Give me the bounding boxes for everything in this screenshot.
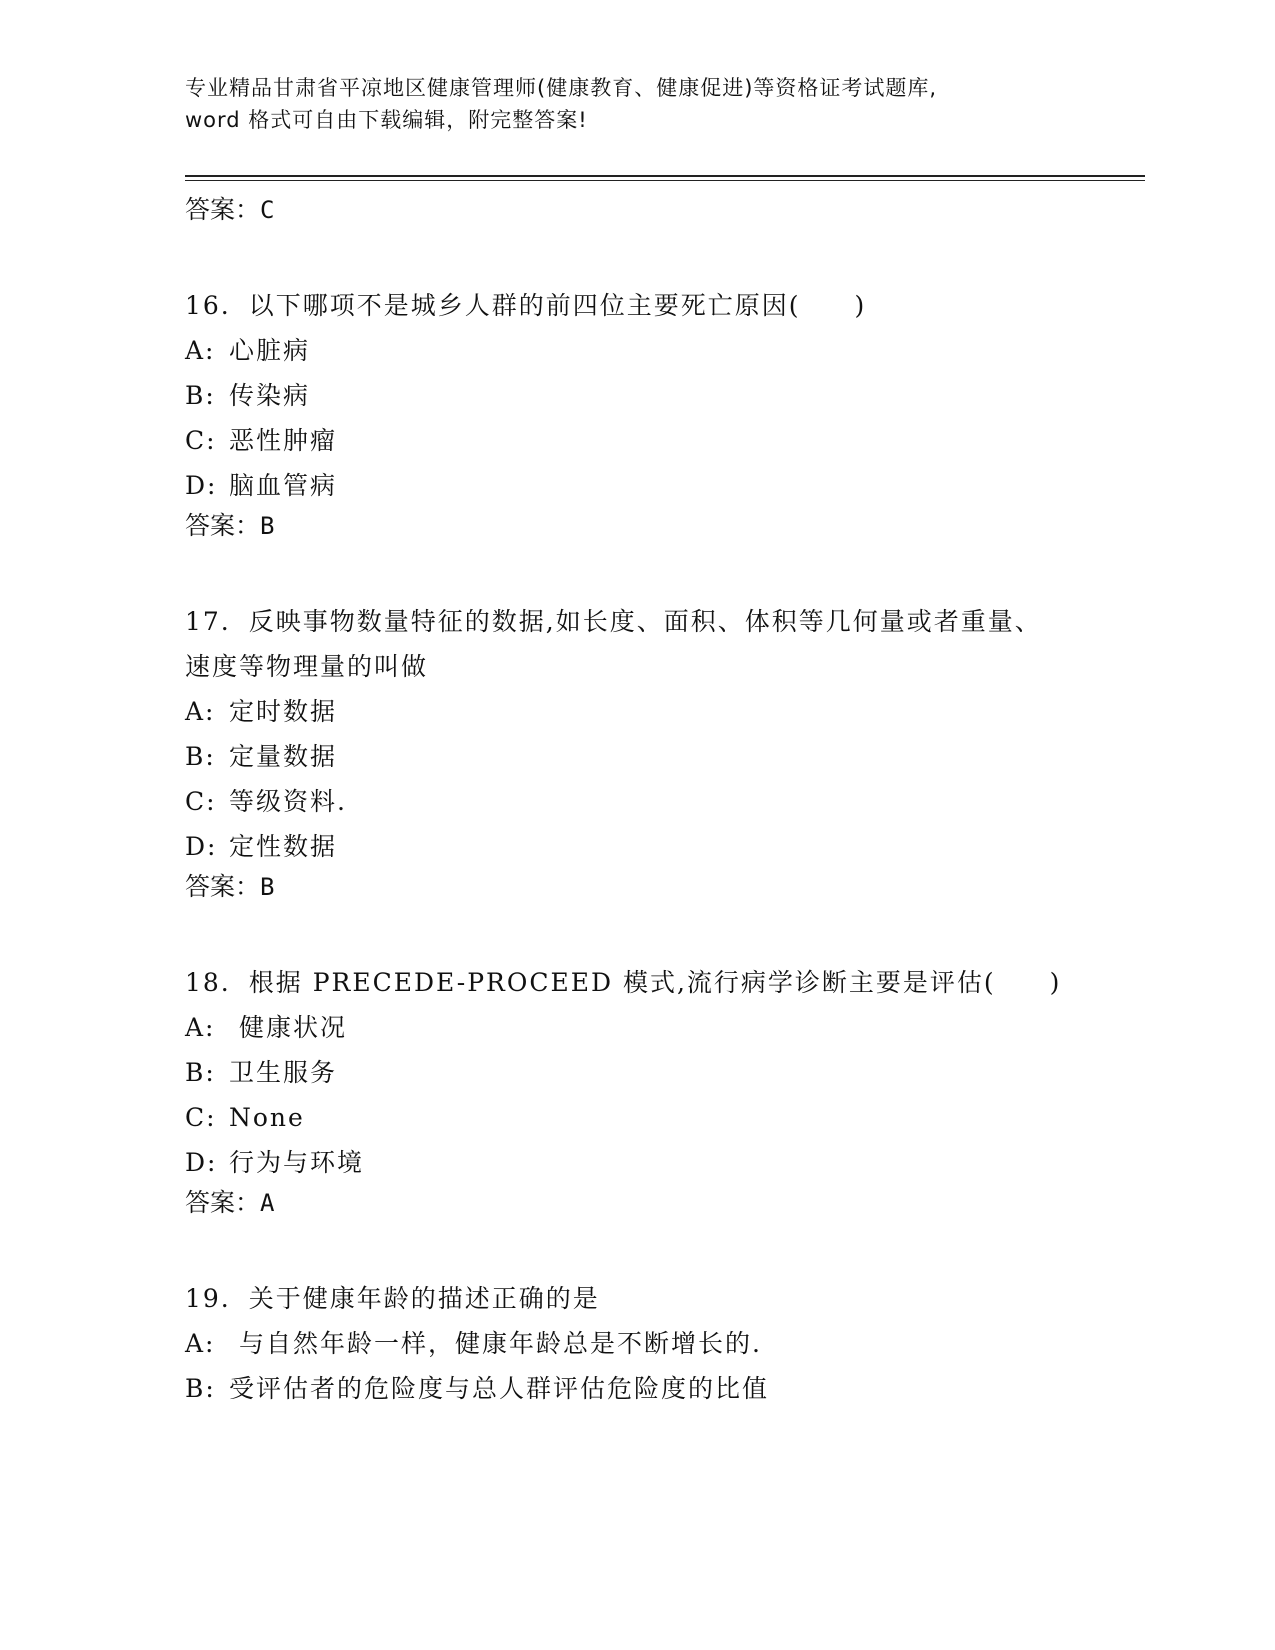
option-letter: C: — [185, 426, 217, 455]
question-text: 根据 PRECEDE-PROCEED 模式,流行病学诊断主要是评估( ) — [248, 968, 1062, 997]
answer-label: 答案： — [185, 511, 261, 540]
option-text: 心脏病 — [229, 336, 311, 365]
option-letter: C: — [185, 787, 217, 816]
question-number: 18. — [185, 968, 231, 997]
option-d — [185, 824, 1145, 869]
option-text: 卫生服务 — [229, 1058, 338, 1087]
answer-value: B — [260, 512, 275, 540]
question-answer — [185, 509, 1145, 543]
question-answer — [185, 870, 1145, 904]
option-c — [185, 418, 1145, 463]
option-letter: D: — [185, 832, 218, 861]
question-stem — [185, 1276, 1145, 1321]
option-letter: A: — [185, 697, 216, 726]
option-text: 传染病 — [229, 381, 311, 410]
option-text: 定量数据 — [229, 742, 338, 771]
question-stem — [185, 960, 1145, 1005]
option-text: 定性数据 — [229, 832, 338, 861]
option-letter: B: — [185, 1058, 216, 1087]
question-answer — [185, 1186, 1145, 1220]
question-number: 17. — [185, 607, 231, 636]
question-number: 16. — [185, 291, 231, 320]
question-17 — [185, 599, 1145, 904]
option-letter: B: — [185, 1374, 216, 1403]
header-line-1: 专业精品甘肃省平凉地区健康管理师(健康教育、健康促进)等资格证考试题库, — [185, 76, 938, 100]
document-header — [185, 72, 1145, 136]
option-b — [185, 1050, 1145, 1095]
option-text: 受评估者的危险度与总人群评估危险度的比值 — [229, 1374, 770, 1403]
option-a — [185, 1005, 1145, 1050]
option-c — [185, 1095, 1145, 1140]
option-text: 恶性肿瘤 — [229, 426, 338, 455]
option-text: 等级资料. — [229, 787, 347, 816]
question-number: 19. — [185, 1284, 231, 1313]
question-stem — [185, 283, 1145, 328]
question-text: 以下哪项不是城乡人群的前四位主要死亡原因( ) — [248, 291, 867, 320]
option-d — [185, 1140, 1145, 1185]
option-a — [185, 1321, 1145, 1366]
option-text: 行为与环境 — [229, 1148, 365, 1177]
answer-label: 答案： — [185, 1188, 261, 1217]
answer-value: A — [260, 1189, 275, 1217]
question-16 — [185, 283, 1145, 543]
option-letter: D: — [185, 471, 218, 500]
option-a — [185, 328, 1145, 373]
option-letter: C: — [185, 1103, 217, 1132]
option-letter: A: — [185, 1329, 216, 1358]
answer-label: 答案： — [185, 872, 261, 901]
option-b — [185, 734, 1145, 779]
header-line-2: word 格式可自由下载编辑，附完整答案! — [185, 108, 588, 132]
option-b — [185, 1366, 1145, 1411]
option-d — [185, 463, 1145, 508]
question-19 — [185, 1276, 1145, 1411]
option-a — [185, 689, 1145, 734]
option-text: 定时数据 — [229, 697, 338, 726]
question-18 — [185, 960, 1145, 1220]
answer-value: C — [260, 196, 275, 224]
answer-label: 答案： — [185, 195, 261, 224]
option-text: 健康状况 — [229, 1013, 347, 1042]
option-text: 与自然年龄一样，健康年龄总是不断增长的. — [229, 1329, 762, 1358]
option-b — [185, 373, 1145, 418]
option-letter: D: — [185, 1148, 218, 1177]
question-stem — [185, 599, 1045, 689]
previous-answer — [185, 193, 1145, 227]
option-text: None — [229, 1103, 305, 1132]
question-list — [185, 193, 1145, 1411]
option-letter: B: — [185, 742, 216, 771]
question-text: 关于健康年龄的描述正确的是 — [248, 1284, 600, 1313]
option-letter: A: — [185, 336, 216, 365]
option-letter: A: — [185, 1013, 216, 1042]
header-divider — [185, 175, 1145, 181]
question-text: 反映事物数量特征的数据,如长度、面积、体积等几何量或者重量、速度等物理量的叫做 — [185, 607, 1042, 681]
option-c — [185, 779, 1145, 824]
answer-value: B — [260, 873, 275, 901]
option-text: 脑血管病 — [229, 471, 338, 500]
option-letter: B: — [185, 381, 216, 410]
